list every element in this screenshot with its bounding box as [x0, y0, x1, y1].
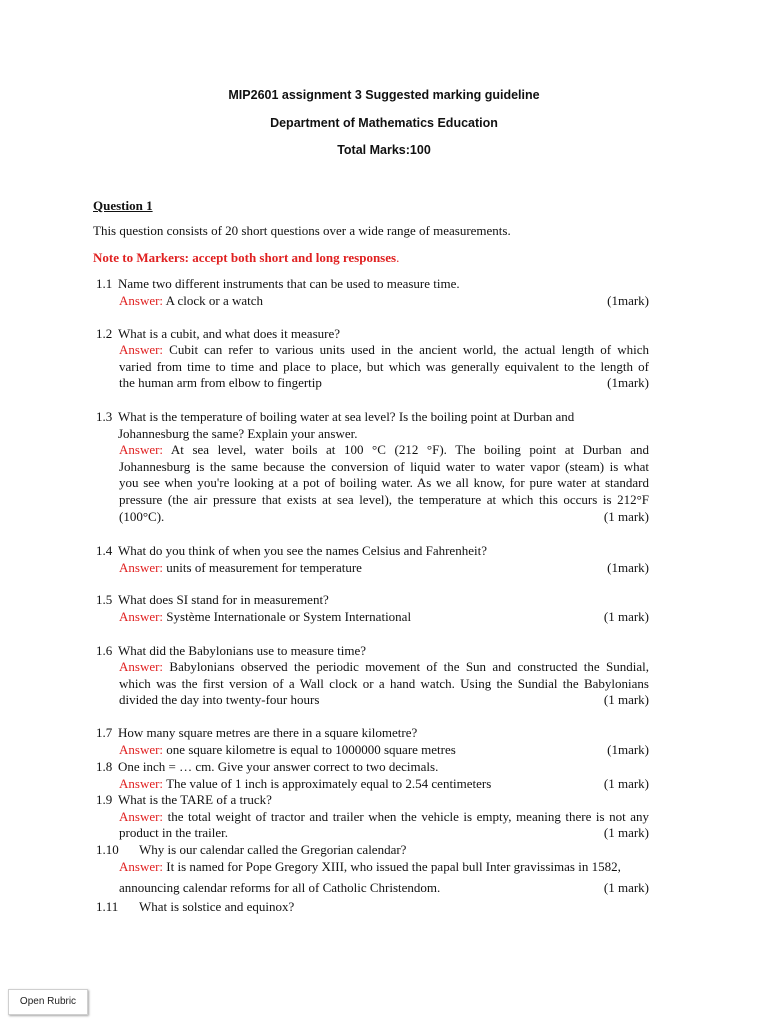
mark-allocation: (1mark) — [607, 293, 649, 308]
department-name: Department of Mathematics Education — [270, 116, 498, 130]
answer-text: units of measurement for temperature — [166, 560, 362, 575]
answer-text: one square kilometre is equal to 1000000 square metres — [166, 742, 456, 757]
question-intro: This question consists of 20 short questions over a wide range of measurements. — [93, 223, 511, 238]
question-number: 1.10 — [96, 842, 119, 857]
answer-line — [119, 880, 589, 896]
mark-allocation: (1 mark) — [603, 776, 649, 791]
answer-line — [119, 293, 589, 309]
total-marks: Total Marks:100 — [337, 143, 431, 157]
answer-label: Answer: — [119, 776, 164, 791]
answer-label: Answer: — [119, 342, 164, 357]
question-number: 1.2 — [96, 326, 113, 341]
answer-label: Answer: — [119, 293, 164, 308]
question-text: What is the TARE of a truck? — [118, 792, 272, 807]
answer-text: pressure (the air pressure that exists at sea level), the temperature at which this occurs is 212°F — [119, 492, 649, 507]
question-number: 1.6 — [96, 643, 113, 658]
mark-allocation: (1 mark) — [603, 609, 649, 624]
question-number: 1.7 — [96, 725, 113, 740]
question-text: One inch = … cm. Give your answer correct to two decimals. — [118, 759, 439, 774]
mark-allocation: (1 mark) — [603, 880, 649, 895]
mark-allocation: (1 mark) — [603, 509, 649, 524]
answer-line — [119, 492, 649, 508]
answer-text: the total weight of tractor and trailer when the vehicle is empty, meaning there is not any — [167, 809, 650, 824]
answer-line — [119, 859, 649, 875]
answer-text: divided the day into twenty-four hours — [119, 692, 320, 707]
question-text: Why is our calendar called the Gregorian calendar? — [139, 842, 407, 857]
question-text: Name two different instruments that can be used to measure time. — [118, 276, 460, 291]
answer-label: Answer: — [119, 859, 164, 874]
question-title: Question 1 — [93, 198, 153, 213]
answer-text: product in the trailer. — [119, 825, 229, 840]
markers-note-dot: . — [396, 250, 400, 265]
answer-line — [119, 676, 649, 692]
answer-line — [119, 475, 649, 491]
answer-text: you see when you're looking at a pot of boiling water. As we all know, for pure water at standard — [119, 475, 649, 490]
question-number: 1.8 — [96, 759, 113, 774]
answer-label: Answer: — [119, 742, 164, 757]
answer-text: A clock or a watch — [165, 293, 264, 308]
answer-text: varied from time to time and place to place, but which was generally equivalent to the length of — [119, 359, 649, 374]
question-text: What do you think of when you see the names Celsius and Fahrenheit? — [118, 543, 487, 558]
markers-note-text: Note to Markers: accept both short and long responses — [93, 250, 397, 265]
question-text: Johannesburg the same? Explain your answer. — [118, 426, 358, 441]
answer-text: Cubit can refer to various units used in the ancient world, the actual length of which — [169, 342, 649, 357]
document-title: MIP2601 assignment 3 Suggested marking guideline — [228, 88, 540, 102]
answer-line — [119, 459, 649, 475]
answer-label: Answer: — [119, 442, 164, 457]
answer-line — [119, 809, 649, 825]
answer-label: Answer: — [119, 609, 164, 624]
question-text: What is solstice and equinox? — [139, 899, 295, 914]
answer-line — [119, 359, 649, 375]
mark-allocation: (1 mark) — [603, 825, 649, 840]
answer-line — [119, 776, 589, 792]
markers-note — [93, 250, 399, 266]
answer-text: the human arm from elbow to fingertip — [119, 375, 322, 390]
answer-line — [119, 342, 649, 358]
answer-text: It is named for Pope Gregory XIII, who issued the papal bull Inter gravissimas in 1582, — [166, 859, 621, 874]
question-number: 1.1 — [96, 276, 113, 291]
answer-text: At sea level, water boils at 100 °C (212 °F). The boiling point at Durban and — [170, 442, 649, 457]
question-text: What is the temperature of boiling water at sea level? Is the boiling point at Durban and — [118, 409, 575, 424]
question-number: 1.11 — [96, 899, 119, 914]
question-text: What does SI stand for in measurement? — [118, 592, 329, 607]
open-rubric-button[interactable]: Open Rubric — [8, 989, 88, 1015]
mark-allocation: (1 mark) — [603, 692, 649, 707]
answer-line — [119, 509, 589, 525]
mark-allocation: (1mark) — [607, 560, 649, 575]
answer-label: Answer: — [119, 659, 164, 674]
answer-line — [119, 825, 589, 841]
answer-line — [119, 375, 589, 391]
mark-allocation: (1mark) — [607, 375, 649, 390]
mark-allocation: (1mark) — [607, 742, 649, 757]
answer-text: The value of 1 inch is approximately equal to 2.54 centimeters — [166, 776, 492, 791]
answer-text: Système Internationale or System International — [166, 609, 412, 624]
answer-text: Johannesburg is the same because the conversion of liquid water to water vapor (steam) is what — [119, 459, 649, 474]
answer-text: (100°C). — [119, 509, 165, 524]
question-number: 1.9 — [96, 792, 113, 807]
question-text: How many square metres are there in a square kilometre? — [118, 725, 418, 740]
answer-line — [119, 560, 589, 576]
answer-line — [119, 659, 649, 675]
question-number: 1.5 — [96, 592, 113, 607]
answer-text: which was the first version of a Wall clock or a hand watch. Using the Sundial the Babylonians — [119, 676, 649, 691]
answer-line — [119, 692, 589, 708]
answer-line — [119, 609, 589, 625]
answer-label: Answer: — [119, 809, 164, 824]
answer-label: Answer: — [119, 560, 164, 575]
answer-line — [119, 442, 649, 458]
answer-text: announcing calendar reforms for all of Catholic Christendom. — [119, 880, 441, 895]
question-number: 1.4 — [96, 543, 113, 558]
question-text: What did the Babylonians use to measure time? — [118, 643, 367, 658]
question-text: What is a cubit, and what does it measure? — [118, 326, 341, 341]
answer-line — [119, 742, 589, 758]
question-number: 1.3 — [96, 409, 113, 424]
answer-text: Babylonians observed the periodic movement of the Sun and constructed the Sundial, — [169, 659, 650, 674]
